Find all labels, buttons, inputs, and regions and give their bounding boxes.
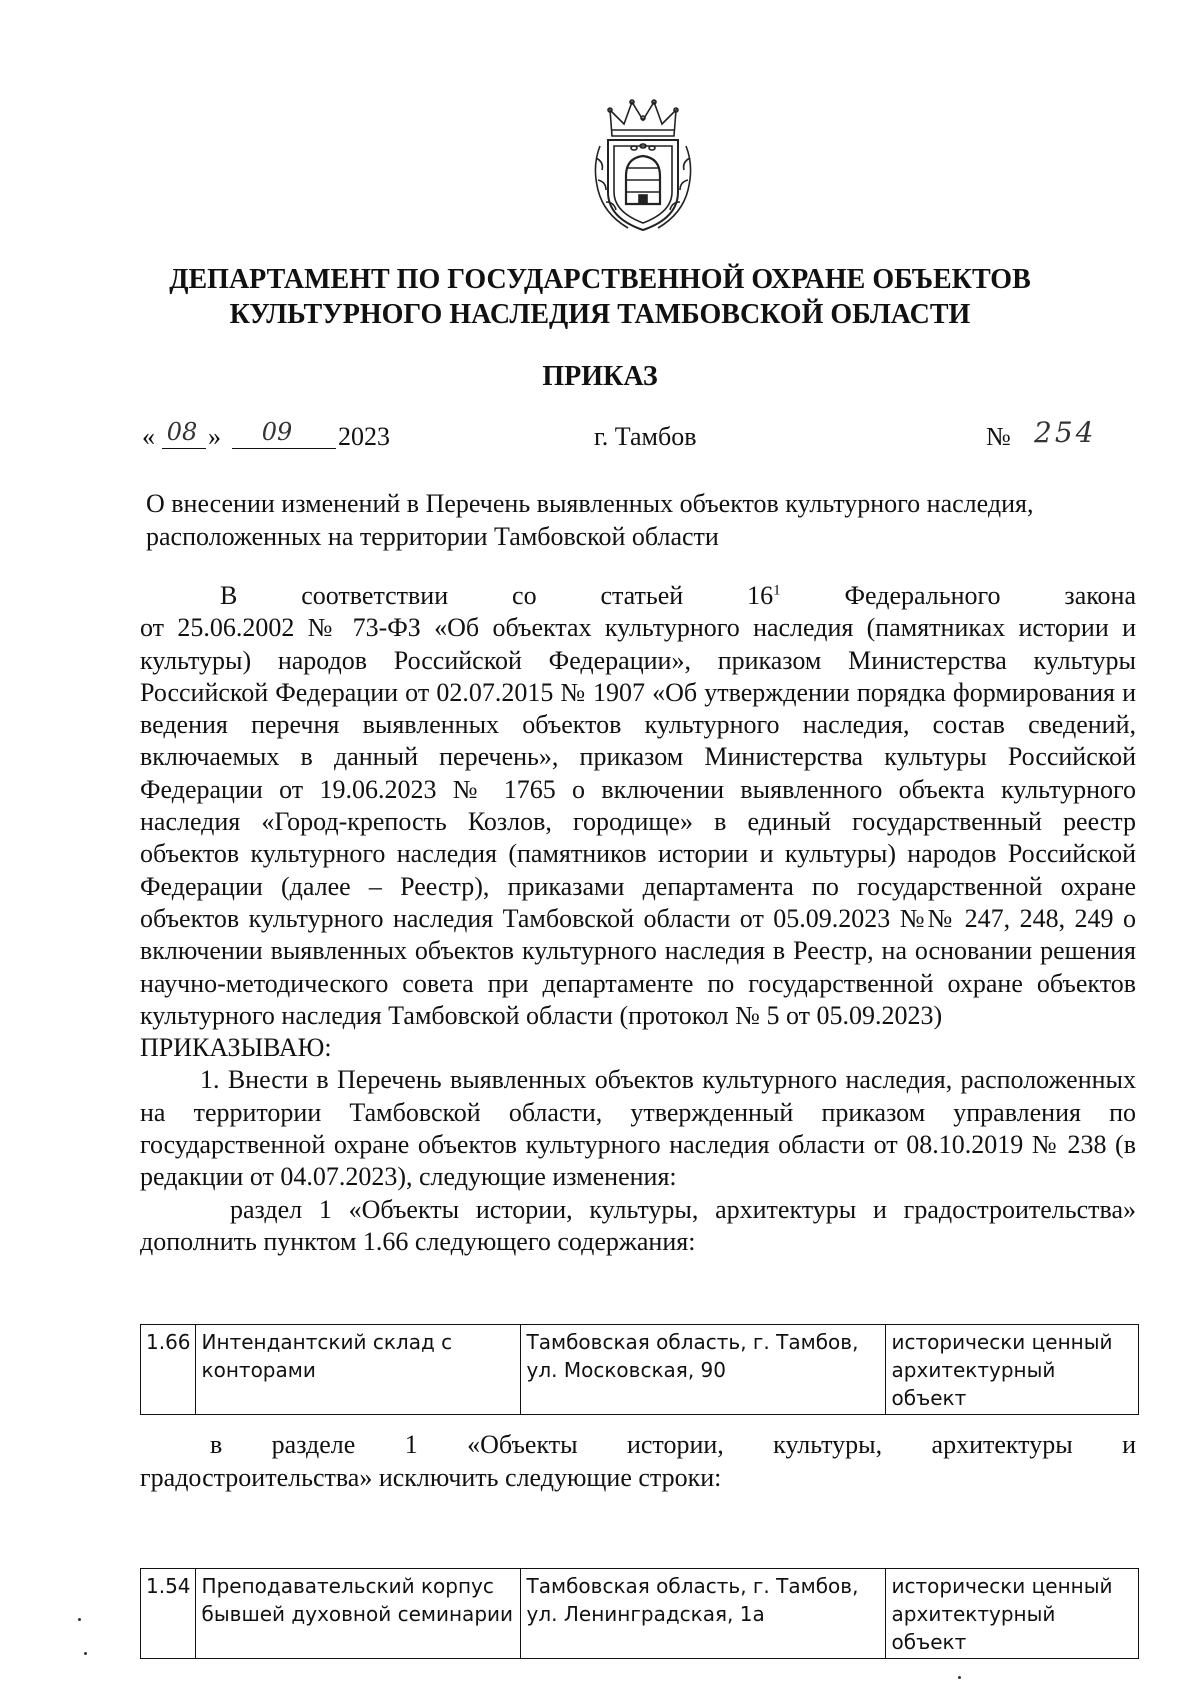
item-address-line2: ул. Ленинградская, 1а [526, 1602, 765, 1626]
item-address-line2: ул. Московская, 90 [526, 1358, 726, 1382]
scan-speck [78, 1618, 81, 1621]
table-row [141, 1325, 1139, 1415]
article-superscript: 1 [773, 582, 781, 599]
section-add-instruction: раздел 1 «Объекты истории, культуры, архитектуры и градостроительства» дополнить пунктом 1.66 следующего содержания: [140, 1194, 1136, 1256]
order-item-1: 1. Внести в Перечень выявленных объектов культурного наследия, расположенных на территории Тамбовской области, утвержденный приказом управления по государственной охране объектов культурного наследия области от 08.10.2019 № 238 (в редакции от 04.07.2023), следующие изменения: [140, 1065, 1136, 1192]
date-close-quote: » [208, 422, 221, 451]
item-name [195, 1325, 520, 1415]
item-address [520, 1325, 885, 1415]
date-day-underline [162, 448, 206, 449]
order-word: ПРИКАЗЫВАЮ: [140, 1033, 332, 1063]
tambov-coat-of-arms-icon [590, 96, 696, 238]
preamble-part-b: Федерального закона [780, 581, 1136, 610]
department-name-line1: ДЕПАРТАМЕНТ ПО ГОСУДАРСТВЕННОЙ ОХРАНЕ ОБЪЕКТОВ [169, 264, 1031, 295]
item-name-line2: конторами [201, 1358, 316, 1382]
department-name [140, 262, 1060, 332]
order-date-month: 09 [261, 418, 293, 446]
document-type-title: ПРИКАЗ [542, 361, 658, 392]
item-name-line1: Преподавательский корпус [201, 1574, 494, 1598]
order-dateline [0, 418, 1200, 458]
removed-items-table [140, 1568, 1139, 1659]
item-category-line1: исторически ценный [891, 1574, 1113, 1598]
order-date-year: 2023 [338, 422, 390, 451]
item-category [885, 1325, 1138, 1415]
department-name-line2: КУЛЬТУРНОГО НАСЛЕДИЯ ТАМБОВСКОЙ ОБЛАСТИ [229, 299, 971, 330]
preamble-part-a: В соответствии со статьей 16 [220, 581, 774, 610]
section-remove-line1: в разделе 1 «Объекты истории, культуры, архитектуры и [210, 1430, 1136, 1459]
scan-speck [84, 1652, 87, 1655]
date-month-underline [232, 448, 336, 449]
scan-speck [958, 1676, 961, 1679]
item-address-line1: Тамбовская область, г. Тамбов, [526, 1574, 859, 1598]
order-number: 254 [1034, 416, 1097, 449]
order-city: г. Тамбов [594, 422, 697, 451]
item-address-line1: Тамбовская область, г. Тамбов, [526, 1330, 859, 1354]
order-subject-line2: расположенных на территории Тамбовской области [146, 522, 719, 551]
table-row [141, 1569, 1139, 1659]
item-number: 1.66 [141, 1325, 196, 1415]
section-remove-line2: градостроительства» исключить следующие строки: [140, 1463, 722, 1492]
item-category-line2: архитектурный объект [891, 1602, 1056, 1654]
order-subject-line1: О внесении изменений в Перечень выявленных объектов культурного наследия, [146, 489, 1034, 518]
item-category-line1: исторически ценный [891, 1330, 1113, 1354]
order-date-day: 08 [166, 418, 198, 446]
item-name-line1: Интендантский склад с [201, 1330, 453, 1354]
date-open-quote: « [142, 422, 155, 451]
section-remove-instruction [140, 1428, 1136, 1494]
preamble-first-line [140, 580, 1136, 612]
item-name [195, 1569, 520, 1659]
added-items-table [140, 1324, 1139, 1415]
preamble-main-text: от 25.06.2002 № 73-ФЗ «Об объектах культурного наследия (памятниках истории и культуры) народов Российской Федерации», приказом Министерства культуры Российской Федерации от 02.07.2015 № 1907 «Об утверждении порядка формирования и ведения перечня выявленных объектов культурного наследия, состав сведений, включаемых в данный перечень», приказом Министерства культуры Российской Федерации от 19.06.2023 № 1765 о включении выявленного объекта культурного наследия «Город-крепость Козлов, городище» в единый государственный реестр объектов культурного наследия (памятников истории и культуры) народов Российской Федерации (далее – Реестр), приказами департамента по государственной охране объектов культурного наследия Тамбовской области от 05.09.2023 №№ 247, 248, 249 о включении выявленных объектов культурного наследия в Реестр, на основании решения научно-методического совета при департаменте по государственной охране объектов культурного наследия Тамбовской области (протокол № 5 от 05.09.2023) [140, 613, 1136, 1030]
item-category-line2: архитектурный объект [891, 1358, 1056, 1410]
order-body [140, 580, 1136, 1258]
order-subject [146, 487, 1136, 553]
item-name-line2: бывшей духовной семинарии [201, 1602, 514, 1626]
item-category [885, 1569, 1138, 1659]
item-address [520, 1569, 885, 1659]
order-number-sign: № [986, 422, 1011, 451]
item-number: 1.54 [141, 1569, 196, 1659]
